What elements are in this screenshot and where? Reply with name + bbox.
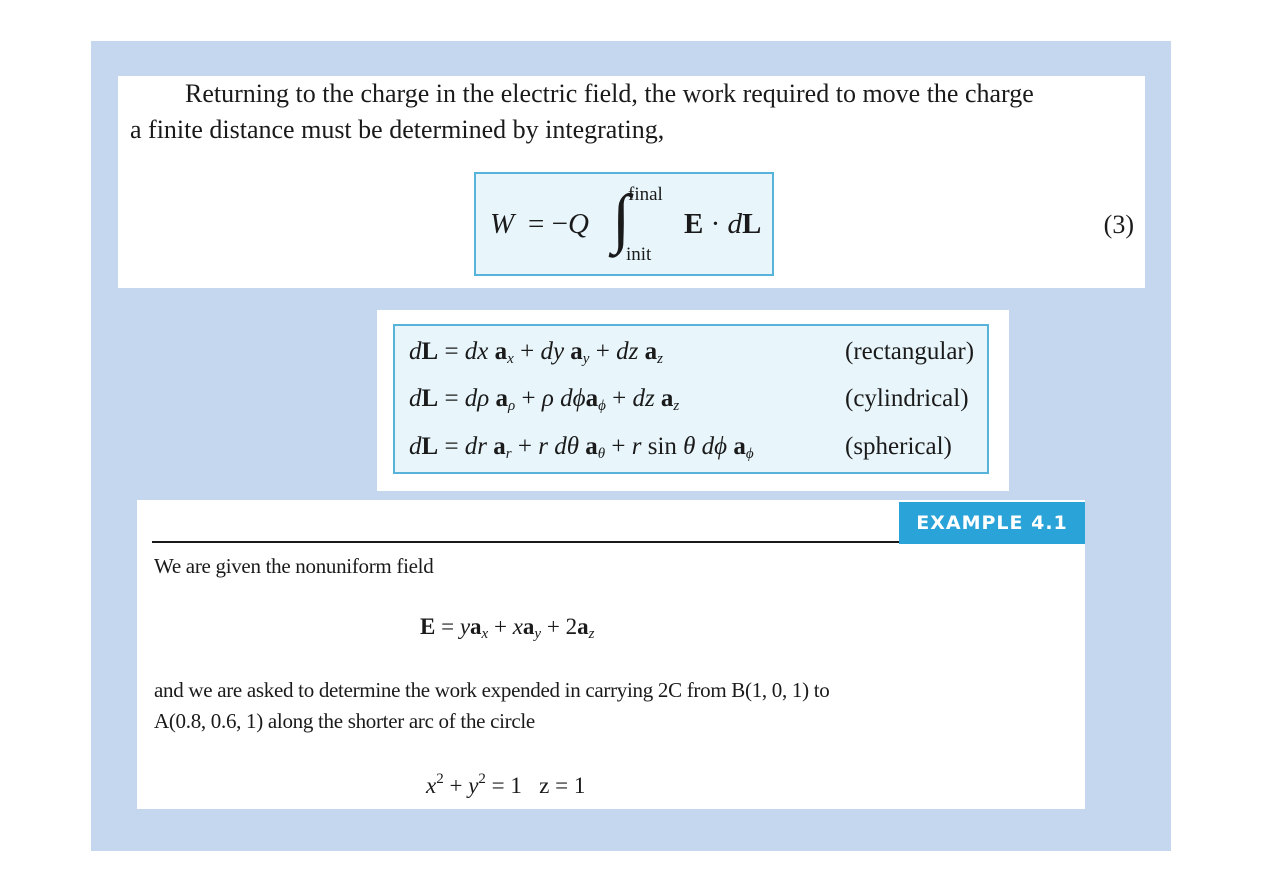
example-card xyxy=(137,500,1085,809)
integral-sign: ∫ xyxy=(612,182,631,255)
work-integral-equation xyxy=(474,172,774,276)
work-symbol: W xyxy=(490,208,515,240)
dl-spherical-label: (spherical) xyxy=(845,433,952,460)
differential-length-box xyxy=(393,324,989,474)
work-definition-card xyxy=(118,76,1145,288)
dl-spherical-equation: dL = dr $a_r + r$ dθ $a_\theta + r$ sin θ dϕ $a_\phi$ xyxy=(409,433,754,462)
integrand: E · dL xyxy=(684,208,762,240)
upper-limit: final xyxy=(628,184,663,205)
example-task-line-1: and we are asked to determine the work expended in carrying 2C from B(1, 0, 1) to xyxy=(154,678,830,702)
nonuniform-field-equation: $E = ya_x + xa_y + 2a_z$ xyxy=(420,614,595,642)
dl-rectangular-equation: dL = dx $a_x$ + dy $a_y$ + dz $a_z$ xyxy=(409,338,663,367)
equation-number: (3) xyxy=(1103,210,1134,239)
example-badge: EXAMPLE 4.1 xyxy=(899,502,1085,544)
paragraph-line-2: a finite distance must be determined by integrating, xyxy=(130,115,665,144)
dl-rectangular-label: (rectangular) xyxy=(845,338,975,365)
example-task-line-2: A(0.8, 0.6, 1) along the shorter arc of the circle xyxy=(154,709,535,733)
dl-cylindrical-equation: dL = dρ $a_\rho + \rho$ dϕa$_\phi$ + dz $a_z$ xyxy=(409,385,680,414)
dl-cylindrical-label: (cylindrical) xyxy=(845,385,969,412)
intro-paragraph xyxy=(130,76,1140,148)
example-intro: We are given the nonuniform field xyxy=(154,554,434,578)
lower-limit: init xyxy=(626,244,652,265)
differential-length-card xyxy=(377,310,1009,491)
paragraph-line-1: Returning to the charge in the electric field, the work required to move the charge xyxy=(185,79,1034,108)
circle-equation: $x^2 + y^2 = 1$ z = 1 xyxy=(426,771,586,798)
equals-minus-q: = −Q xyxy=(528,208,589,240)
circle-z-constraint: z = 1 xyxy=(539,773,586,798)
